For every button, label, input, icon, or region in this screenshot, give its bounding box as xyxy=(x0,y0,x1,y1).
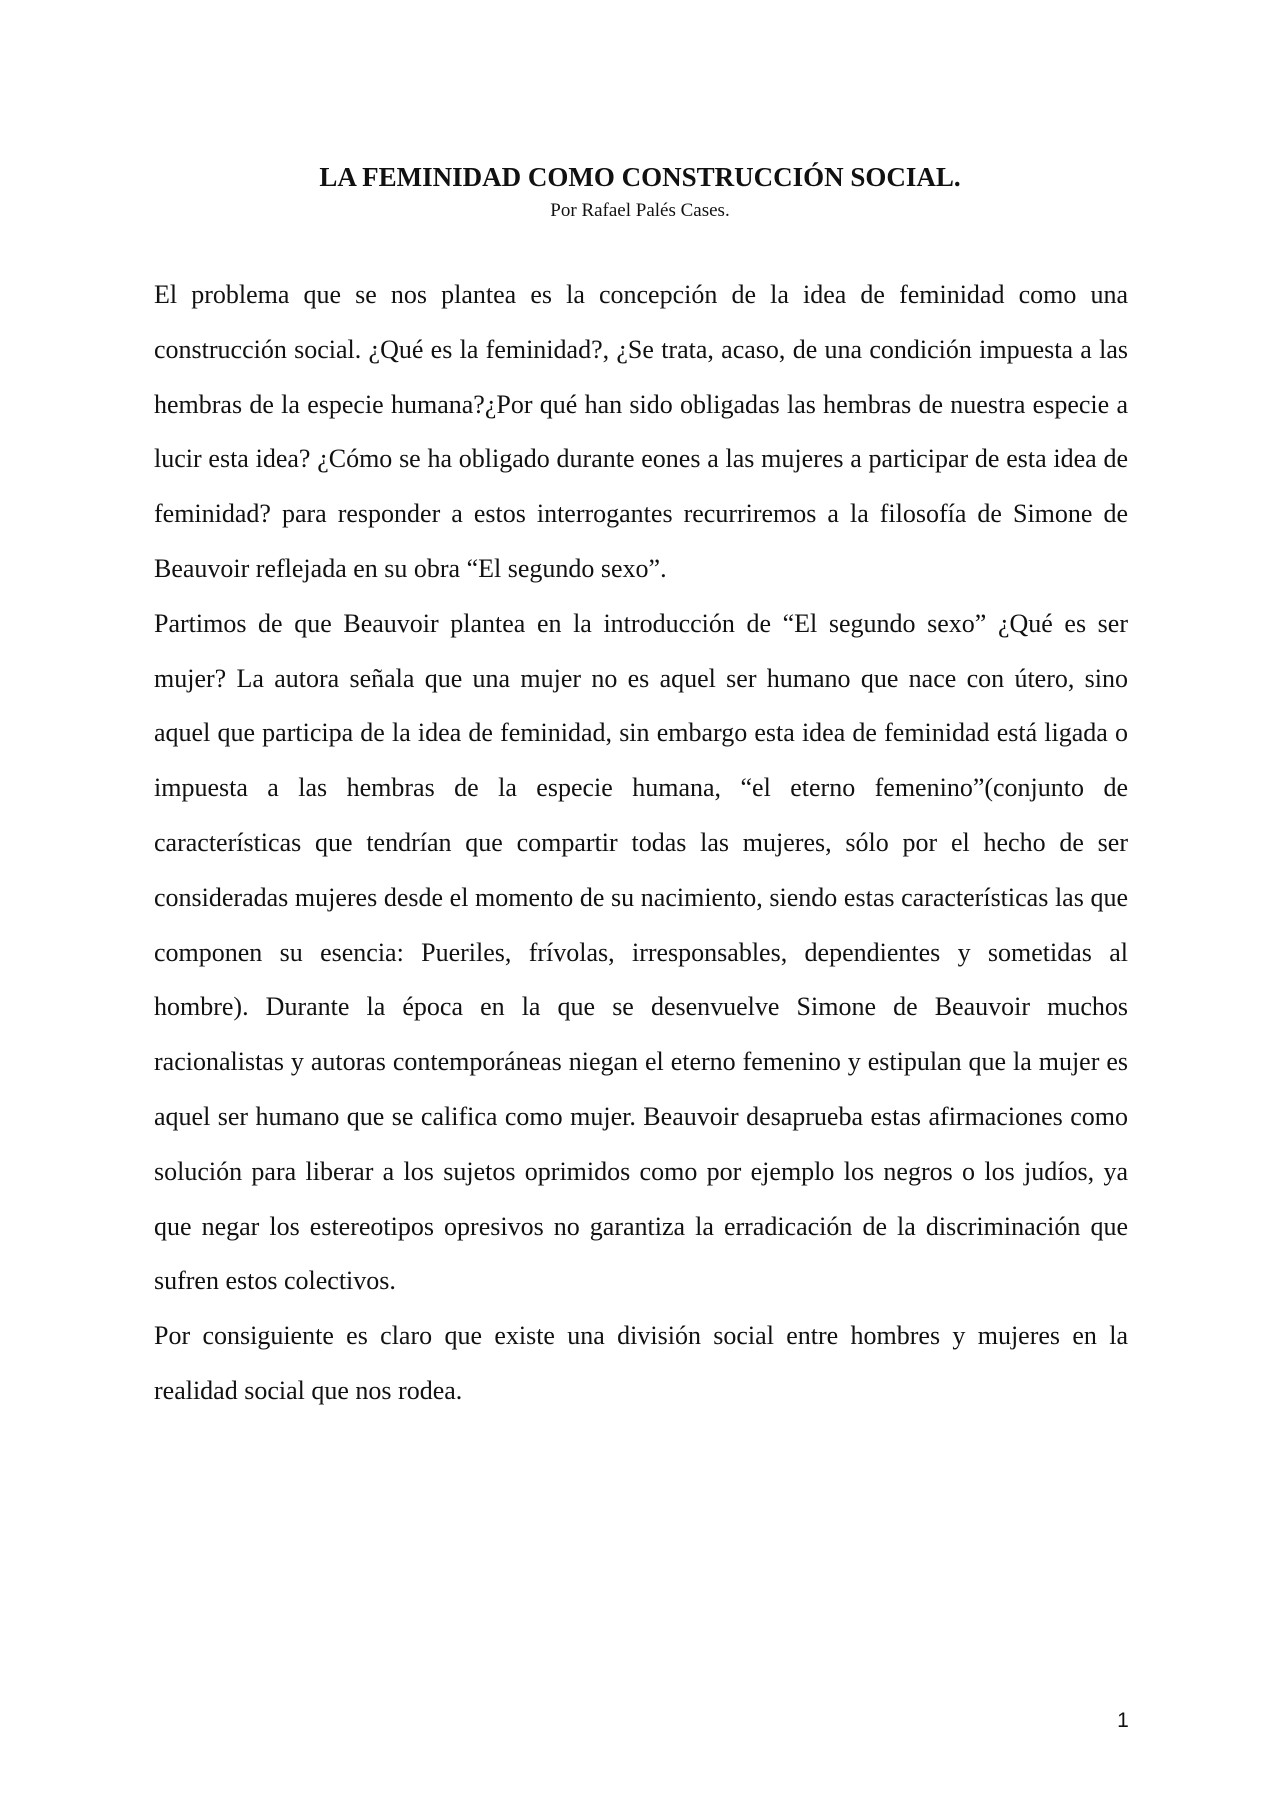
document-title: LA FEMINIDAD COMO CONSTRUCCIÓN SOCIAL. xyxy=(319,162,961,192)
page-number: 1 xyxy=(1117,1709,1129,1732)
paragraph-2: Partimos de que Beauvoir plantea en la introducción de “El segundo sexo” ¿Qué es ser mujer? La autora señala que una mujer no es aquel ser humano que nace con útero, sino aquel que participa de la idea de feminidad, sin embargo esta idea de feminidad está ligada o impuesta a las hembras de la especie humana, “el eterno femenino”(conjunto de características que tendrían que compartir todas las mujeres, sólo por el hecho de ser consideradas mujeres desde el momento de su nacimiento, siendo estas características las que componen su esencia: Pueriles, frívolas, irresponsables, dependientes y sometidas al hombre). Durante la época en la que se desenvuelve Simone de Beauvoir muchos racionalistas y autoras contemporáneas niegan el eterno femenino y estipulan que la mujer es aquel ser humano que se califica como mujer. Beauvoir desaprueba estas afirmaciones como solución para liberar a los sujetos oprimidos como por ejemplo los negros o los judíos, ya que negar los estereotipos opresivos no garantiza la erradicación de la discriminación que sufren estos colectivos. xyxy=(154,608,1128,1296)
document-body xyxy=(154,268,1128,1419)
paragraph-1: El problema que se nos plantea es la concepción de la idea de feminidad como una construcción social. ¿Qué es la feminidad?, ¿Se trata, acaso, de una condición impuesta a las hembras de la especie humana?¿Por qué han sido obligadas las hembras de nuestra especie a lucir esta idea? ¿Cómo se ha obligado durante eones a las mujeres a participar de esta idea de feminidad? para responder a estos interrogantes recurriremos a la filosofía de Simone de Beauvoir reflejada en su obra “El segundo sexo”. xyxy=(154,280,1128,583)
document-author: Por Rafael Palés Cases. xyxy=(550,200,730,221)
paragraph-3: Por consiguiente es claro que existe una división social entre hombres y mujeres en la realidad social que nos rodea. xyxy=(154,1321,1128,1405)
